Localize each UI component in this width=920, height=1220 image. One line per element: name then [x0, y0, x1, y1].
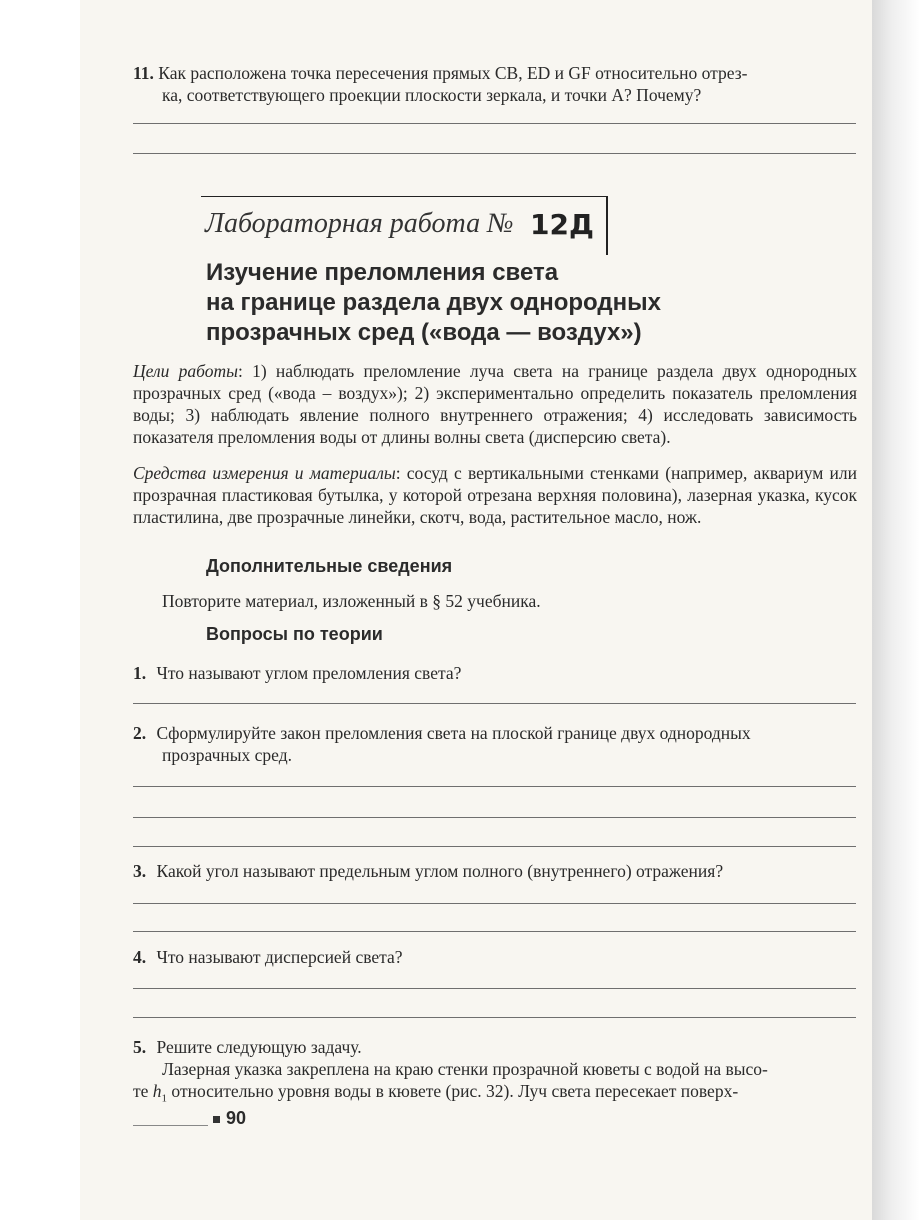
theory-question-5: [133, 1036, 362, 1058]
question-number: 4.: [133, 947, 147, 967]
question-11-line-2: ка, соответствующего проекции плоскости зеркала, и точки A? Почему?: [162, 85, 702, 105]
answer-line[interactable]: [133, 786, 856, 787]
question-text: Сформулируйте закон преломления света на плоской границе двух однородных: [156, 723, 751, 743]
page-number: 90: [226, 1108, 247, 1128]
problem-text: относительно уровня воды в кювете (рис. 32). Луч света пересекает поверх-: [167, 1081, 739, 1101]
question-number: 11.: [133, 63, 154, 83]
page-edge-shadow: [872, 0, 920, 1220]
variable-h: h: [152, 1081, 162, 1101]
question-text: Как расположена точка пересечения прямых CB, ED и GF относительно отрез-: [158, 63, 748, 83]
work-title: [206, 258, 766, 348]
answer-line[interactable]: [133, 1017, 856, 1018]
footer-rule: [133, 1125, 208, 1126]
lab-number: 12Д: [530, 208, 594, 241]
tools-paragraph: [133, 462, 857, 528]
question-2-line-2: прозрачных сред.: [162, 745, 292, 765]
work-title-line: на границе раздела двух однородных: [206, 289, 661, 316]
answer-line[interactable]: [133, 903, 856, 904]
answer-line[interactable]: [133, 703, 856, 704]
theory-question-4: [133, 946, 403, 968]
footer-square-icon: [213, 1116, 220, 1123]
answer-line[interactable]: [133, 123, 856, 124]
theory-question-1: [133, 662, 461, 684]
question-text: Что называют углом преломления света?: [156, 663, 462, 683]
question-text: Что называют дисперсией света?: [156, 947, 403, 967]
question-text: Какой угол называют предельным углом полного (внутреннего) отражения?: [156, 861, 724, 881]
theory-heading: Вопросы по теории: [206, 624, 383, 644]
goals-paragraph: [133, 360, 857, 448]
question-text: Решите следующую задачу.: [156, 1037, 362, 1057]
answer-line[interactable]: [133, 817, 856, 818]
tools-text: : сосуд с вертикальными стенками (например, аквариум или прозрачная пластиковая бутылка, у которой отрезана верхняя половина), лазерная указка, кусок пластилина, две прозрачные линейки, скотч, вода, растительное масло, нож.: [133, 463, 857, 527]
theory-question-3: [133, 860, 723, 882]
question-number: 5.: [133, 1037, 147, 1057]
answer-line[interactable]: [133, 846, 856, 847]
work-title-line: прозрачных сред («вода — воздух»): [206, 319, 642, 346]
extra-heading: Дополнительные сведения: [206, 556, 453, 576]
problem-line-2: [133, 1080, 738, 1110]
question-number: 3.: [133, 861, 147, 881]
variable-subscript: 1: [161, 1092, 168, 1105]
answer-line[interactable]: [133, 153, 856, 154]
problem-line-1: Лазерная указка закреплена на краю стенки прозрачной кюветы с водой на высо-: [162, 1059, 768, 1079]
question-number: 1.: [133, 663, 147, 683]
goals-text: : 1) наблюдать преломление луча света на границе раздела двух однородных прозрачных сред («вода – воздух»); 2) экспериментально определить показатель преломления воды; 3) наблюдать явление полного внутреннего отражения; 4) исследовать зависимость показателя преломления воды от длины волны света (дисперсию света).: [133, 361, 857, 447]
work-title-line: Изучение преломления света: [206, 259, 559, 286]
tools-label: Средства измерения и материалы: [133, 463, 396, 483]
lab-title: Лабораторная работа №: [205, 208, 514, 239]
question-11: [133, 62, 747, 84]
problem-text: те: [133, 1081, 153, 1101]
goals-label: Цели работы: [133, 361, 238, 381]
theory-question-2: [133, 722, 751, 744]
extra-text: Повторите материал, изложенный в § 52 учебника.: [162, 591, 541, 611]
answer-line[interactable]: [133, 931, 856, 932]
question-number: 2.: [133, 723, 147, 743]
answer-line[interactable]: [133, 988, 856, 989]
